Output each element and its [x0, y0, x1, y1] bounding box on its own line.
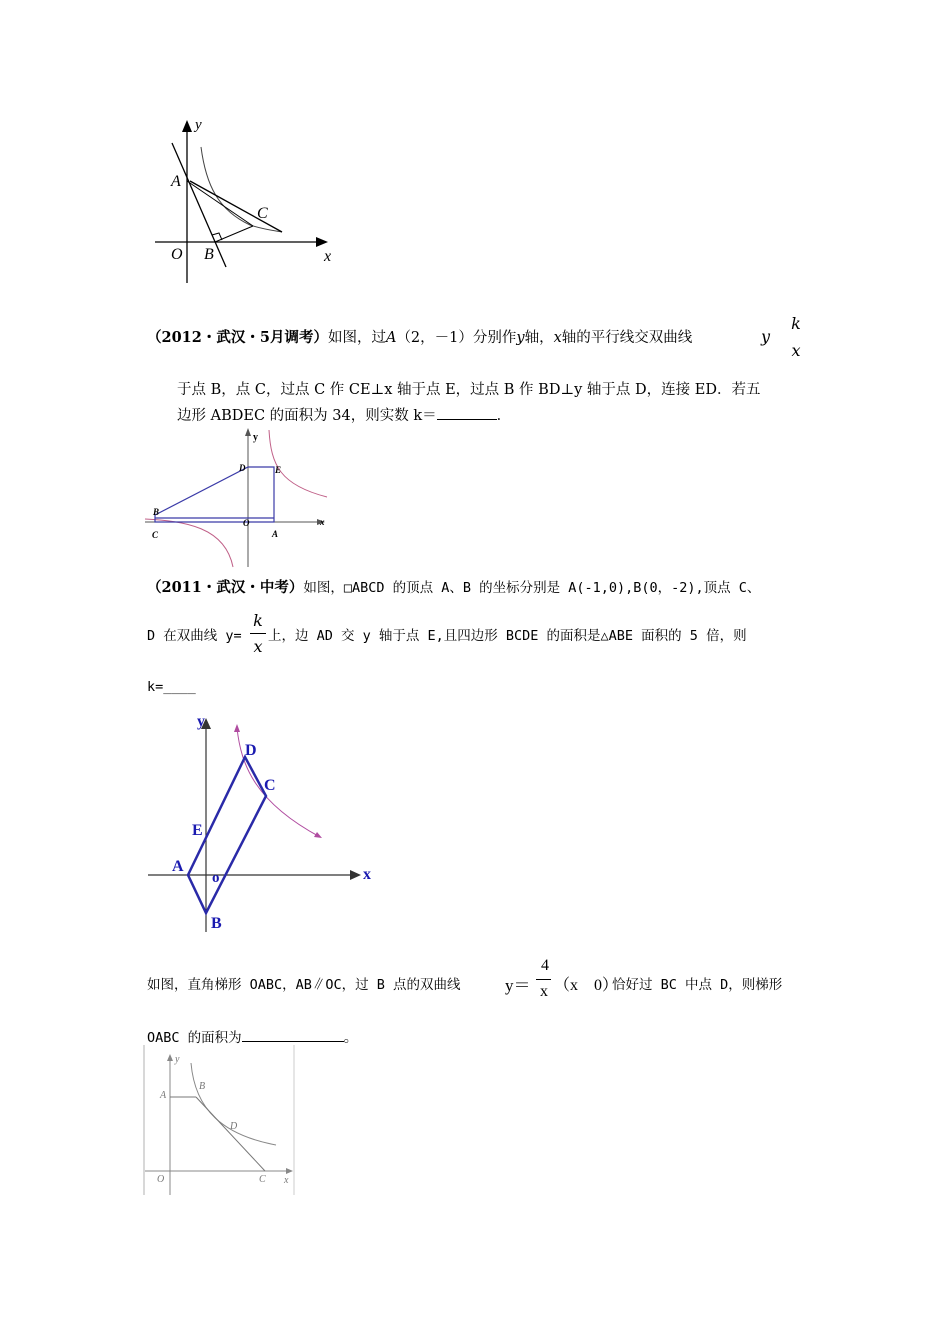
figure-3-graph — [145, 710, 385, 940]
problem-1-line-1: （2012・武汉・5月调考）如图，过A（2，－1）分别作y轴，x轴的平行线交双曲线 — [147, 329, 693, 346]
fig4-label-y: y — [175, 1054, 180, 1065]
problem-1-fraction-numerator: k — [791, 314, 801, 333]
problem-2-line-2a: D 在双曲线 y= — [147, 628, 242, 644]
fig1-label-y: y — [195, 117, 202, 133]
fig2-label-C: C — [152, 530, 159, 540]
fig2-label-E: E — [275, 465, 282, 475]
problem-2-line-3: k=____ — [147, 679, 196, 695]
problem-3-fraction-bar — [536, 979, 551, 980]
fig3-label-A: A — [172, 858, 184, 875]
fig3-label-y: y — [197, 713, 205, 730]
fig4-label-O: O — [157, 1174, 165, 1185]
problem-1-source: （2012・武汉・5月调考） — [147, 329, 328, 346]
fig2-label-x: x — [320, 517, 325, 527]
fig2-label-y: y — [253, 432, 258, 443]
problem-3-line-1: 如图，直角梯形 OABC，AB∥OC，过 B 点的双曲线 — [147, 977, 461, 993]
fig3-label-B: B — [211, 915, 222, 932]
problem-3-condition: （x 0） — [554, 977, 619, 994]
fig4-label-A: A — [160, 1090, 167, 1101]
problem-2-fraction-numerator: k — [253, 611, 263, 630]
problem-1-fraction-denominator: x — [791, 341, 801, 360]
problem-2-line-1: （2011・武汉・中考）如图，□ABCD 的顶点 A、B 的坐标分别是 A(-1,0),B(0，-2),顶点 C、 — [147, 579, 761, 596]
problem-1-line-3: 边形 ABDEC 的面积为 34，则实数 k＝ ． — [177, 405, 511, 426]
fig2-label-O: O — [243, 518, 250, 528]
fig1-label-B: B — [204, 246, 214, 263]
problem-3-line-2: OABC 的面积为 。 — [147, 1027, 358, 1048]
fig3-label-C: C — [264, 777, 276, 794]
fig1-label-O: O — [171, 246, 183, 263]
figure-2-graph — [145, 425, 335, 570]
fig1-label-x: x — [324, 248, 332, 265]
problem-1-line-2: 于点 B，点 C，过点 C 作 CE⊥x 轴于点 E，过点 B 作 BD⊥y 轴于点 D，连接 ED．若五 — [177, 382, 761, 398]
problem-2-source: （2011・武汉・中考） — [147, 579, 304, 596]
problem-2-line-2b: 上，边 AD 交 y 轴于点 E,且四边形 BCDE 的面积是△ABE 面积的 5 倍，则 — [268, 628, 747, 644]
problem-3-answer-blank — [242, 1027, 344, 1042]
problem-3-y-equals: y＝ — [505, 976, 531, 995]
fig3-label-x: x — [363, 866, 371, 883]
problem-2-fraction-denominator: x — [253, 637, 263, 656]
fig3-label-E: E — [192, 822, 203, 839]
problem-1-y-variable: y — [761, 327, 771, 346]
problem-1-answer-blank — [437, 405, 497, 420]
problem-2-fraction-bar — [250, 633, 266, 634]
fig4-label-B: B — [199, 1081, 206, 1092]
fig1-label-C: C — [257, 205, 268, 222]
figure-4-graph — [143, 1045, 298, 1197]
fig4-label-C: C — [259, 1174, 266, 1185]
fig4-label-x: x — [284, 1175, 289, 1186]
fig3-label-o: o — [212, 870, 220, 886]
fig1-label-A: A — [171, 173, 181, 190]
problem-3-fraction-denominator: x — [540, 983, 548, 1000]
problem-3-line-1-end: 恰好过 BC 中点 D，则梯形 — [612, 977, 783, 993]
fig3-label-D: D — [245, 742, 257, 759]
fig2-label-B: B — [153, 507, 160, 517]
fig2-label-D: D — [239, 463, 246, 473]
fig2-label-A: A — [272, 529, 279, 539]
problem-3-fraction-numerator: 4 — [541, 957, 549, 974]
fig4-label-D: D — [230, 1121, 238, 1132]
